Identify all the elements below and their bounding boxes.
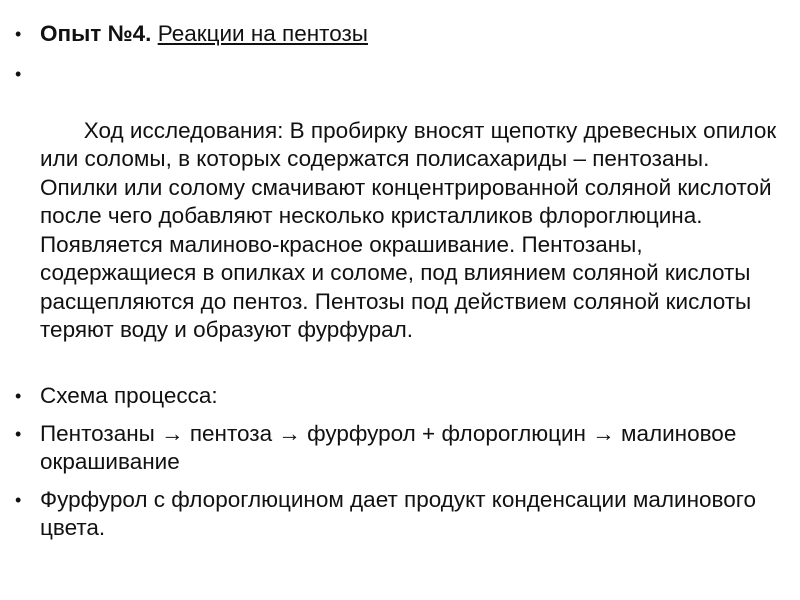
procedure-paragraph: [0, 60, 800, 374]
conclusion-text: Фурфурол с флороглюцином дает продукт конденсации малинового цвета.: [40, 486, 756, 540]
bullet-icon: •: [15, 386, 22, 406]
bullet-list: [0, 20, 800, 552]
scheme-formula: [0, 420, 800, 477]
experiment-number: Опыт №4.: [40, 21, 152, 46]
scheme-heading: [0, 382, 800, 411]
experiment-title: Реакции на пентозы: [157, 21, 368, 46]
bullet-icon: •: [15, 423, 22, 444]
scheme-heading-text: Схема процесса:: [40, 383, 218, 408]
procedure-text: Ход исследования: В пробирку вносят щепотку древесных опилок или соломы, в которых содержатся полисахариды – пентозаны. Опилки или солому смачивают концентрированной соляной кислотой после чего добавляют несколько кристалликов флороглюцина. Появляется малиново-красное окрашивание. Пентозаны, содержащиеся в опилках и соломе, под влиянием соляной кислоты расщепляются до пентоз. Пентозы под действием соляной кислоты теряют воду и образуют фурфурал.: [40, 117, 783, 342]
title-item: [0, 20, 800, 49]
scheme-formula-text: Пентозаны → пентоза → фурфурол + флороглюцин → малиновое окрашивание: [40, 420, 737, 474]
bullet-icon: •: [15, 63, 22, 84]
bullet-icon: •: [15, 489, 22, 510]
conclusion-paragraph: [0, 486, 800, 543]
bullet-icon: •: [15, 24, 22, 44]
